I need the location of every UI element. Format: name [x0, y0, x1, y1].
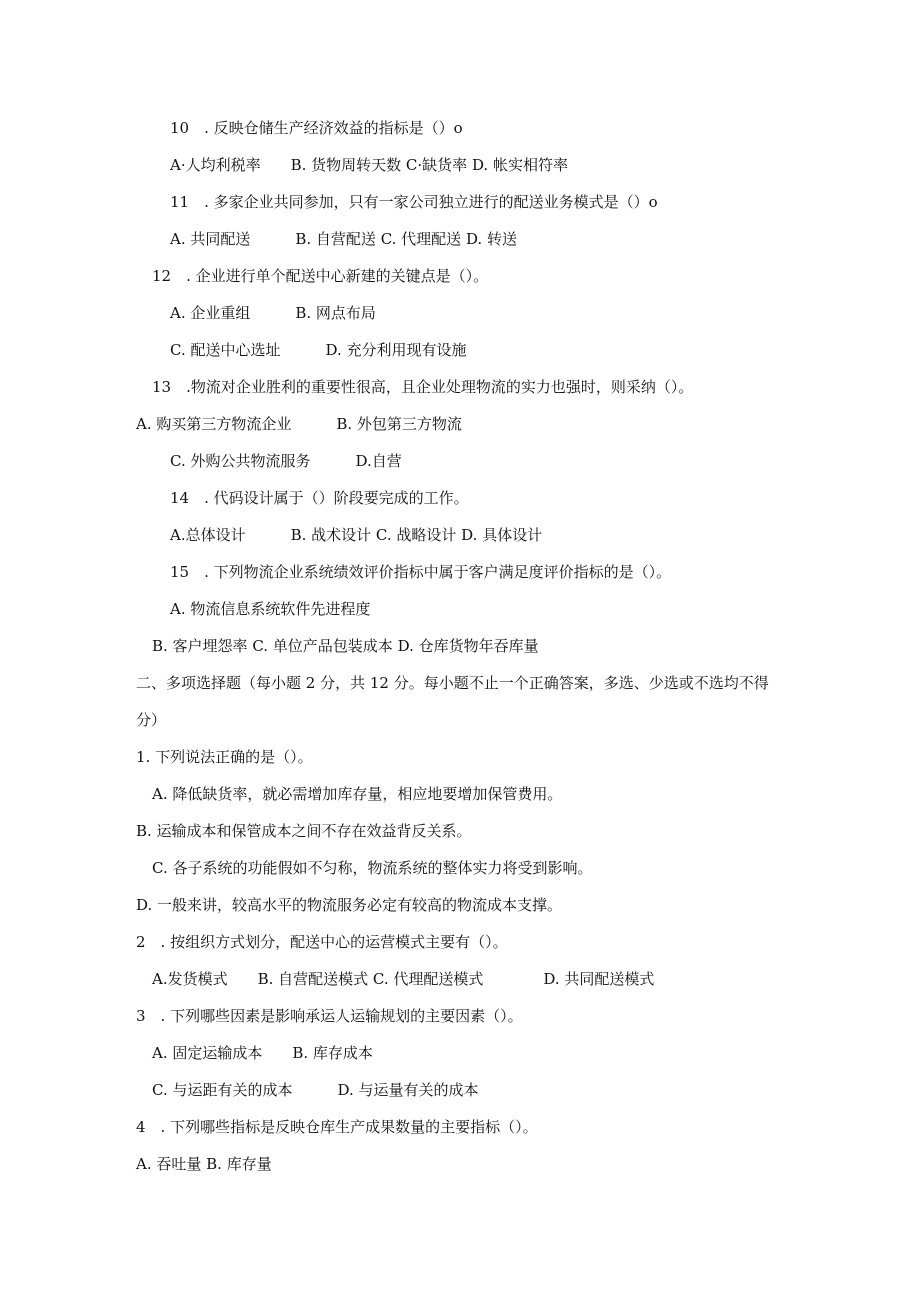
mc-question-4: 4 . 下列哪些指标是反映仓库生产成果数量的主要指标（）。 — [136, 1118, 538, 1136]
question-15: 15 . 下列物流企业系统绩效评价指标中属于客户满足度评价指标的是（）。 — [170, 563, 672, 581]
mc-question-1-option-c: C. 各子系统的功能假如不匀称，物流系统的整体实力将受到影响。 — [152, 859, 593, 877]
section-heading-continued: 分） — [136, 711, 167, 729]
question-13: 13 .物流对企业胜利的重要性很高，且企业处理物流的实力也强时，则采纳（）。 — [152, 378, 694, 396]
mc-question-1-option-d: D. 一般来讲，较高水平的物流服务必定有较高的物流成本支撑。 — [136, 896, 563, 914]
question-11-options: A. 共同配送 B. 自营配送 C. 代理配送 D. 转送 — [170, 230, 517, 248]
mc-question-1: 1. 下列说法正确的是（）。 — [136, 748, 313, 766]
question-13-options-cd: C. 外购公共物流服务 D.自营 — [170, 452, 402, 470]
mc-question-2-options: A.发货模式 B. 自营配送模式 C. 代理配送模式 D. 共同配送模式 — [152, 970, 655, 988]
question-13-options-ab: A. 购买第三方物流企业 B. 外包第三方物流 — [136, 415, 462, 433]
question-15-options-bcd: B. 客户埋怨率 C. 单位产品包装成本 D. 仓库货物年吞库量 — [152, 637, 539, 655]
mc-question-4-options: A. 吞吐量 B. 库存量 — [136, 1155, 272, 1173]
question-10-options: A·人均利税率 B. 货物周转天数 C·缺货率 D. 帐实相符率 — [170, 156, 568, 174]
question-14-options: A.总体设计 B. 战术设计 C. 战略设计 D. 具体设计 — [170, 526, 543, 544]
mc-question-3: 3 . 下列哪些因素是影响承运人运输规划的主要因素（）。 — [136, 1007, 523, 1025]
question-10: 10 . 反映仓储生产经济效益的指标是（）o — [170, 119, 463, 137]
question-14: 14 . 代码设计属于（）阶段要完成的工作。 — [170, 489, 469, 507]
question-11: 11 . 多家企业共同参加，只有一家公司独立进行的配送业务模式是（）o — [170, 193, 658, 211]
question-12-options-ab: A. 企业重组 B. 网点布局 — [170, 304, 376, 322]
mc-question-1-option-b: B. 运输成本和保管成本之间不存在效益背反关系。 — [136, 822, 472, 840]
mc-question-1-option-a: A. 降低缺货率，就必需增加库存量，相应地要增加保管费用。 — [152, 785, 563, 803]
mc-question-2: 2 . 按组织方式划分，配送中心的运营模式主要有（）。 — [136, 933, 508, 951]
section-heading-multiple-choice: 二、多项选择题（每小题 2 分，共 12 分。每小题不止一个正确答案，多选、少选或不选均不得 — [136, 674, 769, 692]
question-12-options-cd: C. 配送中心选址 D. 充分利用现有设施 — [170, 341, 467, 359]
question-12: 12 . 企业进行单个配送中心新建的关键点是（）。 — [152, 267, 489, 285]
mc-question-3-options-cd: C. 与运距有关的成本 D. 与运量有关的成本 — [152, 1081, 479, 1099]
question-15-option-a: A. 物流信息系统软件先进程度 — [170, 600, 371, 618]
mc-question-3-options-ab: A. 固定运输成本 B. 库存成本 — [152, 1044, 373, 1062]
